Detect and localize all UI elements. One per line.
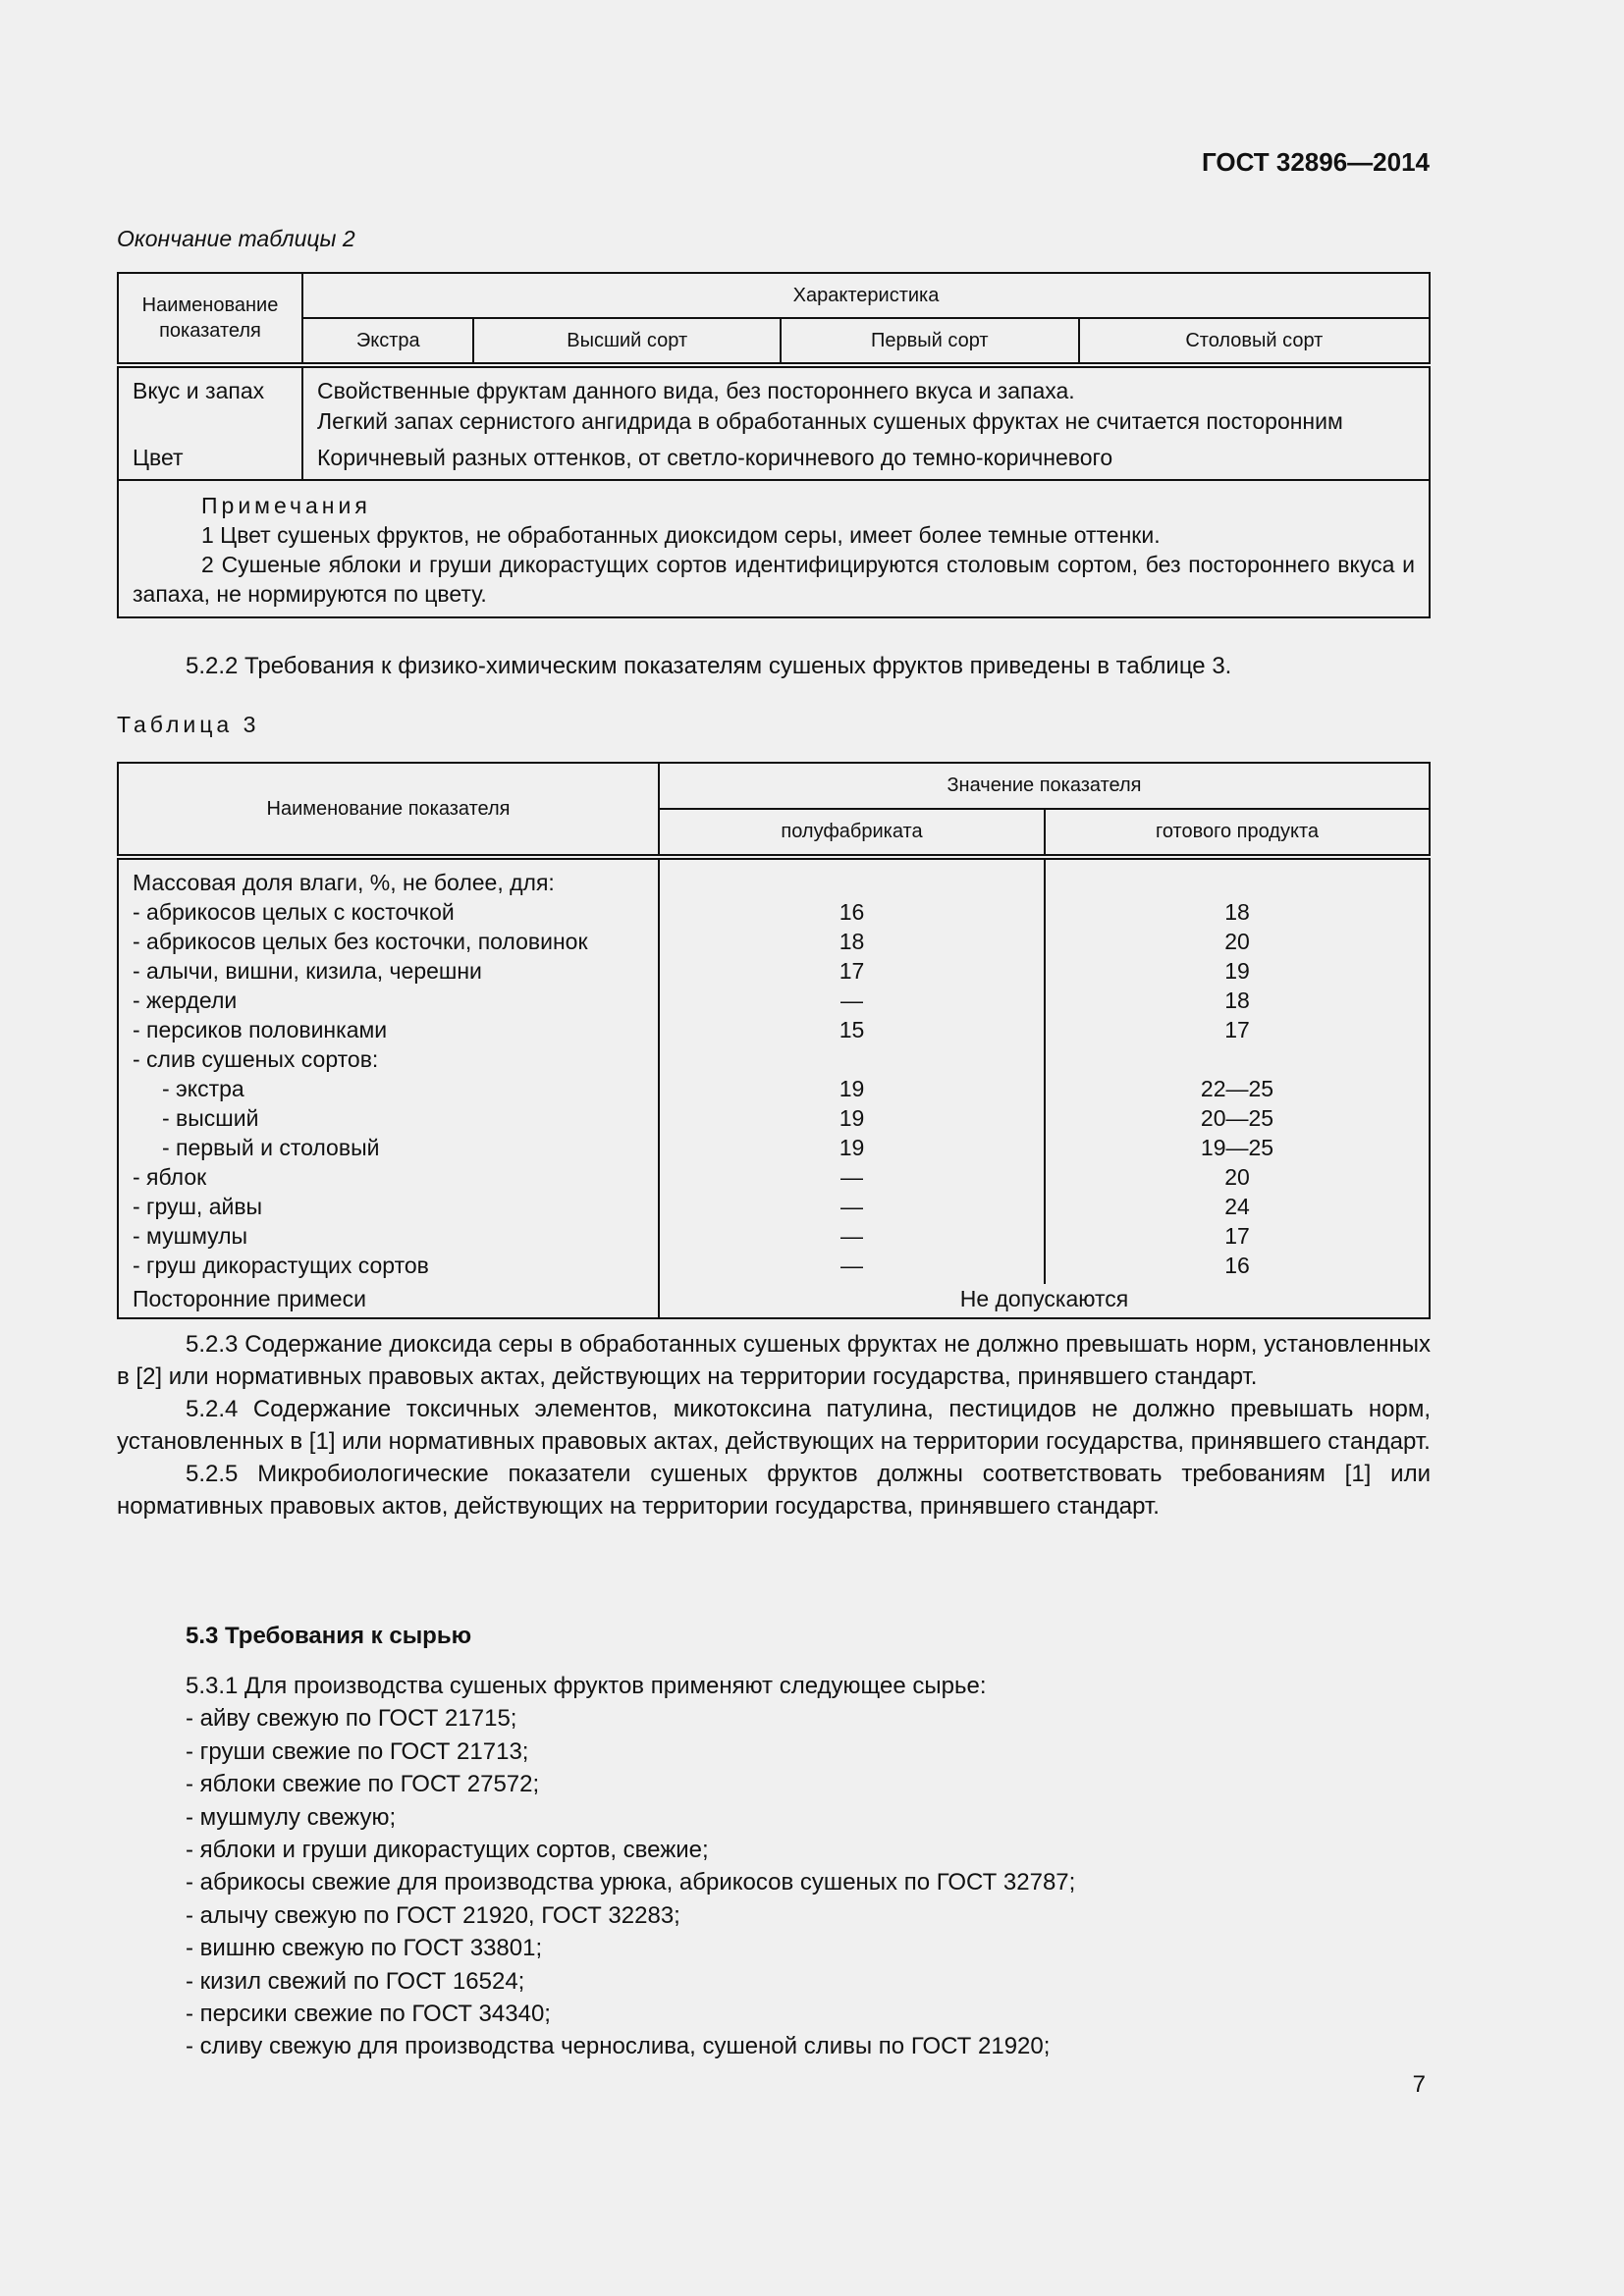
table3-caption: Таблица 3 — [117, 712, 260, 737]
table2-caption: Окончание таблицы 2 — [117, 226, 355, 251]
final-values — [1045, 857, 1430, 1284]
indicator-name: - груш, айвы — [133, 1194, 263, 1219]
indicator-name: - мушмулы — [133, 1223, 248, 1249]
indicator-name: - высший — [162, 1105, 259, 1131]
indicator-names — [118, 857, 659, 1284]
list-item: - вишню свежую по ГОСТ 33801; — [186, 1935, 543, 1962]
paragraphs-5-2 — [117, 1328, 1431, 1522]
semi-value: 16 — [839, 899, 865, 925]
final-value: 22—25 — [1200, 1076, 1274, 1101]
indicator-name: - экстра — [162, 1076, 244, 1101]
list-item: - сливу свежую для производства чернослива, сушеной сливы по ГОСТ 21920; — [186, 2033, 1051, 2060]
semi-value — [674, 1044, 1030, 1074]
notes-cell — [118, 480, 1430, 617]
final-value: 17 — [1224, 1223, 1250, 1249]
indicator-name: - абрикосов целых без косточки, половинок — [133, 929, 588, 954]
note: 1 Цвет сушеных фруктов, не обработанных диоксидом серы, имеет более темные оттенки. — [201, 522, 1161, 548]
final-value: 16 — [1224, 1253, 1250, 1278]
row-name: Вкус и запах — [133, 378, 265, 403]
column-group-header: Значение показателя — [659, 763, 1430, 809]
final-value: 20 — [1224, 1164, 1250, 1190]
indicator-name: - персиков половинками — [133, 1017, 388, 1042]
column-header-final: готового продукта — [1045, 809, 1430, 857]
note: 2 Сушеные яблоки и груши дикорастущих сортов идентифицируются столовым сортом, без постороннего вкуса и запаха, не нормируются по цвету. — [133, 552, 1415, 607]
final-value: 18 — [1224, 988, 1250, 1013]
indicator-name: - слив сушеных сортов: — [133, 1046, 379, 1072]
semi-value: 19 — [839, 1135, 865, 1160]
grade-header: Высший сорт — [473, 318, 780, 365]
section-heading-5-3: 5.3 Требования к сырью — [186, 1623, 472, 1649]
indicator-name: - абрикосов целых с косточкой — [133, 899, 455, 925]
indicator-name: - первый и столовый — [162, 1135, 380, 1160]
column-header-name: Наименование показателя — [118, 273, 302, 365]
list-item: - алычу свежую по ГОСТ 21920, ГОСТ 32283; — [186, 1901, 680, 1929]
semi-value: 15 — [839, 1017, 865, 1042]
raw-materials-list — [186, 1670, 1075, 2063]
row-values — [302, 365, 1430, 480]
semi-value: 19 — [839, 1105, 865, 1131]
indicator-name: - яблок — [133, 1164, 207, 1190]
semi-value: — — [840, 1194, 863, 1219]
list-item: - кизил свежий по ГОСТ 16524; — [186, 1967, 525, 1995]
row-value: Свойственные фруктам данного вида, без постороннего вкуса и запаха. — [317, 378, 1075, 403]
grade-header: Первый сорт — [781, 318, 1079, 365]
row-value: Коричневый разных оттенков, от светло-коричневого до темно-коричневого — [317, 445, 1113, 470]
semi-value: 19 — [839, 1076, 865, 1101]
page-number: 7 — [1412, 2071, 1426, 2098]
impurities-value: Не допускаются — [659, 1284, 1430, 1318]
final-value — [1059, 1044, 1415, 1074]
final-value — [1059, 868, 1415, 897]
semi-value: 18 — [839, 929, 865, 954]
list-item: - мушмулу свежую; — [186, 1803, 397, 1831]
final-value: 20 — [1224, 929, 1250, 954]
paragraph-5-2-3: 5.2.3 Содержание диоксида серы в обработанных сушеных фруктах не должно превышать норм, установленных в [2] или нормативных правовых актах, действующих на территории государства, принявшего стандарт. — [117, 1331, 1431, 1390]
semi-value: — — [840, 988, 863, 1013]
final-value: 17 — [1224, 1017, 1250, 1042]
document-id: ГОСТ 32896—2014 — [1202, 147, 1430, 177]
final-value: 24 — [1224, 1194, 1250, 1219]
final-value: 18 — [1224, 899, 1250, 925]
table-2 — [117, 272, 1431, 618]
list-item: - груши свежие по ГОСТ 21713; — [186, 1737, 529, 1765]
indicator-name: Массовая доля влаги, %, не более, для: — [133, 870, 555, 895]
row-name: Цвет — [133, 445, 184, 470]
final-value: 19 — [1224, 958, 1250, 984]
column-header-name: Наименование показателя — [118, 763, 659, 857]
semi-value: 17 — [839, 958, 865, 984]
semi-value: — — [840, 1253, 863, 1278]
paragraph-5-2-5: 5.2.5 Микробиологические показатели сушеных фруктов должны соответствовать требованиям [1] или нормативных правовых актов, действующих на территории государства, принявшего стандарт. — [117, 1461, 1431, 1520]
semi-value — [674, 868, 1030, 897]
list-item: - айву свежую по ГОСТ 21715; — [186, 1705, 517, 1733]
indicator-name: - груш дикорастущих сортов — [133, 1253, 429, 1278]
grade-header: Столовый сорт — [1079, 318, 1430, 365]
indicator-name: - алычи, вишни, кизила, черешни — [133, 958, 482, 984]
semi-value: — — [840, 1223, 863, 1249]
paragraph-5-2-2: 5.2.2 Требования к физико-химическим показателям сушеных фруктов приведены в таблице 3. — [186, 653, 1232, 679]
paragraph-5-3-1: 5.3.1 Для производства сушеных фруктов применяют следующее сырье: — [186, 1673, 987, 1699]
notes-title: Примечания — [201, 493, 371, 518]
indicator-name: - жердели — [133, 988, 238, 1013]
final-value: 19—25 — [1200, 1135, 1274, 1160]
grade-header: Экстра — [302, 318, 473, 365]
list-item: - яблоки и груши дикорастущих сортов, свежие; — [186, 1837, 709, 1864]
list-item: - персики свежие по ГОСТ 34340; — [186, 2001, 551, 2028]
column-group-header: Характеристика — [302, 273, 1430, 318]
row-names — [118, 365, 302, 480]
final-value: 20—25 — [1200, 1105, 1274, 1131]
paragraph-5-2-4: 5.2.4 Содержание токсичных элементов, микотоксина патулина, пестицидов не должно превышать норм, установленных в [1] или нормативных правовых актах, действующих на территории государства, принявшего стандарт. — [117, 1396, 1431, 1455]
list-item: - яблоки свежие по ГОСТ 27572; — [186, 1771, 540, 1798]
semi-values — [659, 857, 1045, 1284]
impurities-name: Посторонние примеси — [118, 1284, 659, 1318]
column-header-semi: полуфабриката — [659, 809, 1045, 857]
semi-value: — — [840, 1164, 863, 1190]
list-item: - абрикосы свежие для производства урюка, абрикосов сушеных по ГОСТ 32787; — [186, 1869, 1076, 1896]
row-value: Легкий запах сернистого ангидрида в обработанных сушеных фруктах не считается посторонним — [317, 408, 1343, 434]
table-3 — [117, 762, 1431, 1319]
